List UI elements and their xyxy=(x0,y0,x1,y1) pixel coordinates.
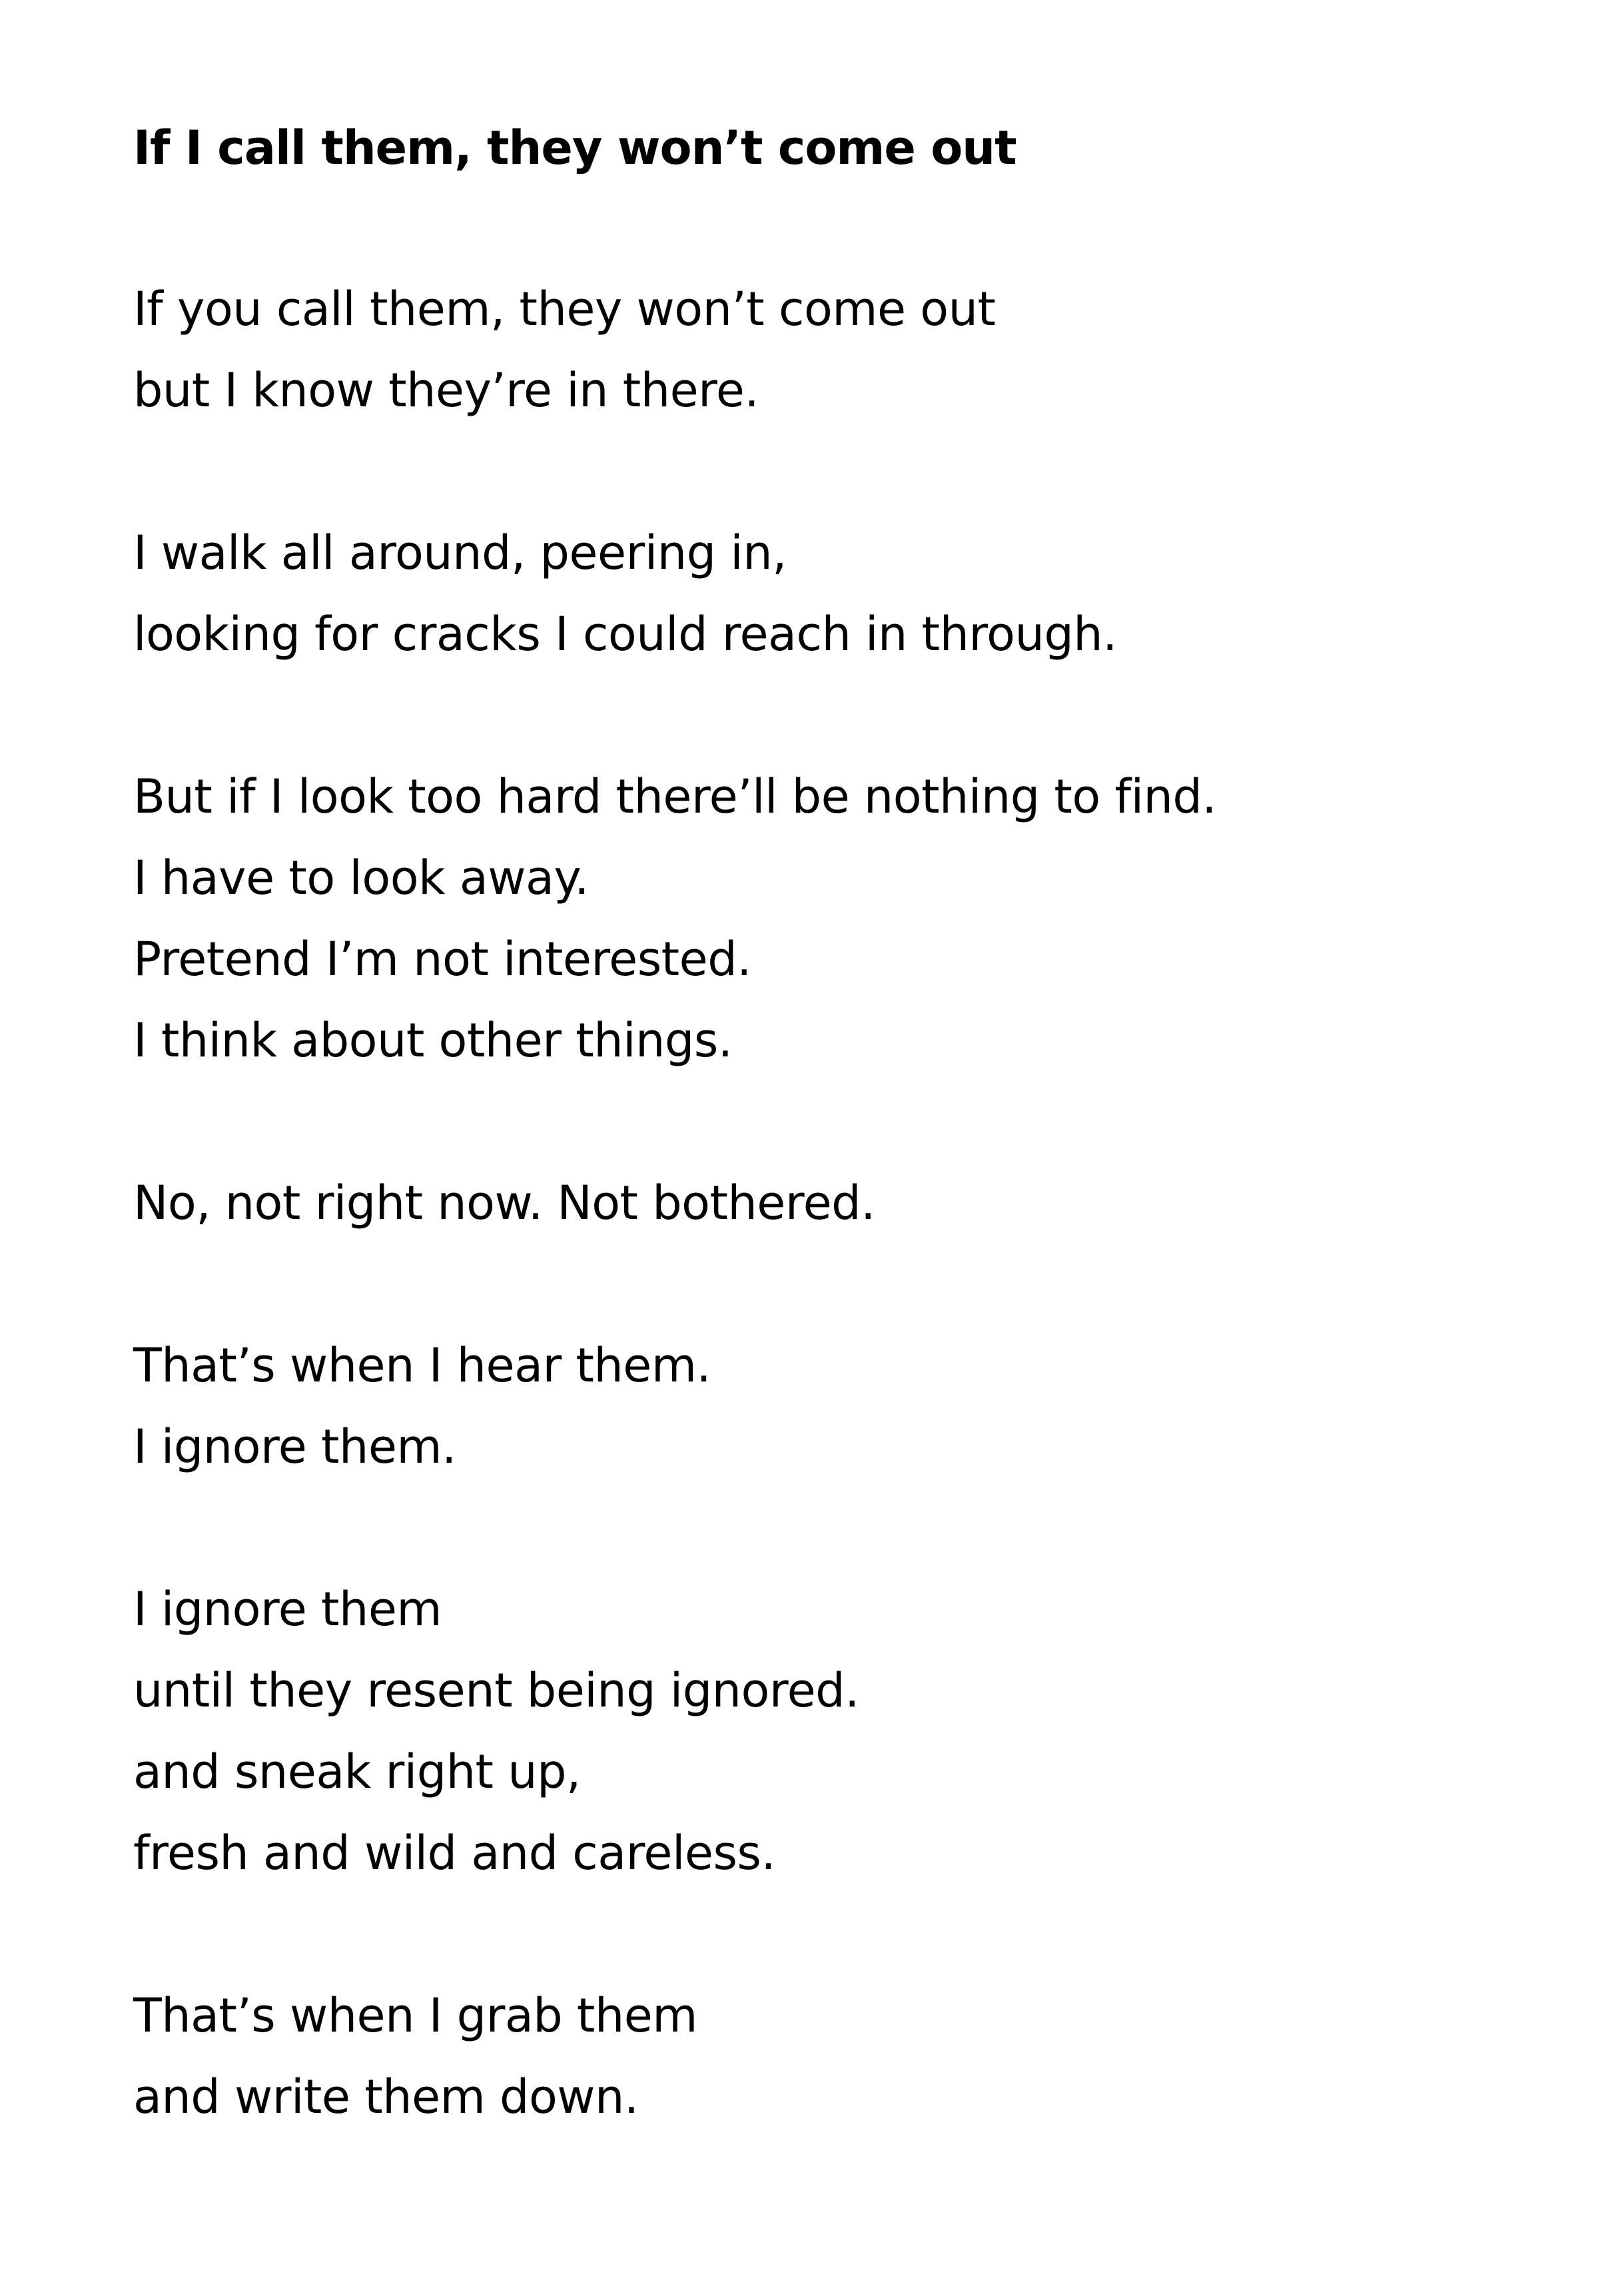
poem-line: That’s when I grab them xyxy=(133,1988,697,2043)
poem-line: I walk all around, peering in, xyxy=(133,526,787,580)
poem-line: fresh and wild and careless. xyxy=(133,1826,776,1880)
poem-line: but I know they’re in there. xyxy=(133,363,759,418)
poem-line: and write them down. xyxy=(133,2070,639,2124)
poem-line: That’s when I hear them. xyxy=(133,1338,711,1393)
poem-line: No, not right now. Not bothered. xyxy=(133,1176,875,1230)
poem-line: I ignore them xyxy=(133,1582,442,1637)
poem-line: If you call them, they won’t come out xyxy=(133,282,996,336)
poem-title: If I call them, they won’t come out xyxy=(133,121,1016,175)
poem-line: I think about other things. xyxy=(133,1013,733,1068)
poem-line: and sneak right up, xyxy=(133,1744,581,1799)
poem-line: Pretend I’m not interested. xyxy=(133,932,751,986)
poem-line: until they resent being ignored. xyxy=(133,1663,859,1718)
poem-line: I ignore them. xyxy=(133,1419,456,1474)
poem-line: I have to look away. xyxy=(133,851,590,905)
poem-line: But if I look too hard there’ll be nothing to find. xyxy=(133,769,1217,824)
poem-line: looking for cracks I could reach in through. xyxy=(133,607,1117,661)
